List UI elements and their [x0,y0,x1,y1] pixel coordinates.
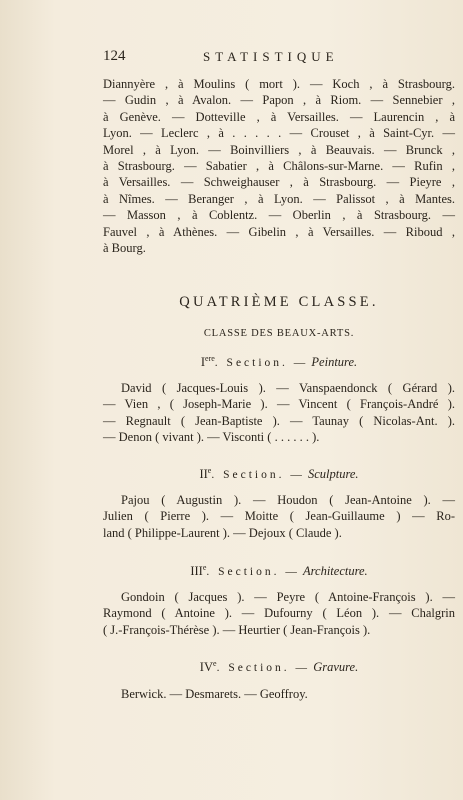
section-1-paragraph [103,380,455,446]
text-line: land ( Philippe-Laurent ). — Dejoux ( Claude ). [103,525,342,540]
subclass-title: CLASSE DES BEAUX-ARTS. [203,328,355,339]
text-line: — Denon ( vivant ). — Visconti ( . . . . . . ). [103,430,320,445]
class-title: QUATRIÈME CLASSE. [179,294,379,310]
text-line: ( J.-François-Thérèse ). — Heurtier ( Jean-François ). [103,622,371,637]
section-heading-4 [103,659,455,675]
section-subject: Gravure. [313,660,359,675]
text-line: — Gudin , à Avalon. — Papon , à Riom. — Sennebier , [103,93,455,108]
intro-paragraph [103,76,455,256]
text-line: — Regnault ( Jean-Baptiste ). — Taunay ( Nicolas-Ant. ). [103,413,455,428]
section-numeral-sup: e [213,659,217,668]
section-numeral-sup: e [207,466,212,475]
page-number: 124 [103,48,126,64]
section-numeral: IV [199,660,213,675]
text-line: à Genève. — Dotteville , à Versailles. — Laurencin , à [103,109,455,124]
text-line: à Nîmes. — Beranger , à Lyon. — Palissot , à Mantes. [103,191,455,206]
section-2-paragraph [103,492,455,541]
text-line: Julien ( Pierre ). — Moitte ( Jean-Guillaume ) — Ro- [103,509,455,524]
text-line: à Versailles. — Schweighauser , à Strasbourg. — Pieyre , [103,175,455,190]
section-numeral: II [199,467,208,482]
text-line: à Bourg. [103,241,146,256]
section-3-paragraph [103,589,455,638]
text-line: Berwick. — Desmarets. — Geoffroy. [121,687,308,701]
text-line: Diannyère , à Moulins ( mort ). — Koch , à Strasbourg. [103,77,455,91]
section-label: . Section. — [216,662,311,675]
section-heading-2 [103,466,455,482]
text-line: Fauvel , à Athènes. — Gibelin , à Versailles. — Riboud , [103,224,455,239]
text-line: Raymond ( Antoine ). — Dufourny ( Léon ). — Chalgrin [103,606,455,621]
section-label: . Section. — [211,469,305,482]
section-numeral-sup: ere [205,354,215,363]
running-title: STATISTIQUE [203,49,339,64]
section-heading-3 [103,563,455,579]
section-subject: Peinture. [311,355,358,370]
section-numeral: III [190,564,203,579]
text-line: Pajou ( Augustin ). — Houdon ( Jean-Antoine ). — [121,493,455,507]
text-line: Gondoin ( Jacques ). — Peyre ( Antoine-François ). — [121,590,455,604]
text-line: à Strasbourg. — Sabatier , à Châlons-sur-Marne. — Rufin , [103,159,455,174]
section-numeral-sup: e [202,563,207,572]
text-line: David ( Jacques-Louis ). — Vanspaendonck ( Gérard ). [121,381,455,395]
text-line: — Masson , à Coblentz. — Oberlin , à Strasbourg. — [103,208,455,223]
text-line: Lyon. — Leclerc , à . . . . . — Crouset , à Saint-Cyr. — [103,126,455,141]
section-numeral: I [200,355,206,370]
section-label: . Section. — [206,566,300,579]
section-heading-1 [103,354,455,370]
section-label: . Section. — [214,357,309,370]
section-4-paragraph [103,686,455,702]
section-subject: Architecture. [303,564,368,579]
section-subject: Sculpture. [307,467,359,482]
text-line: Morel , à Lyon. — Boinvilliers , à Beauvais. — Brunck , [103,142,455,157]
page-header [103,48,455,66]
text-line: — Vien , ( Joseph-Marie ). — Vincent ( François-André ). [103,397,455,412]
